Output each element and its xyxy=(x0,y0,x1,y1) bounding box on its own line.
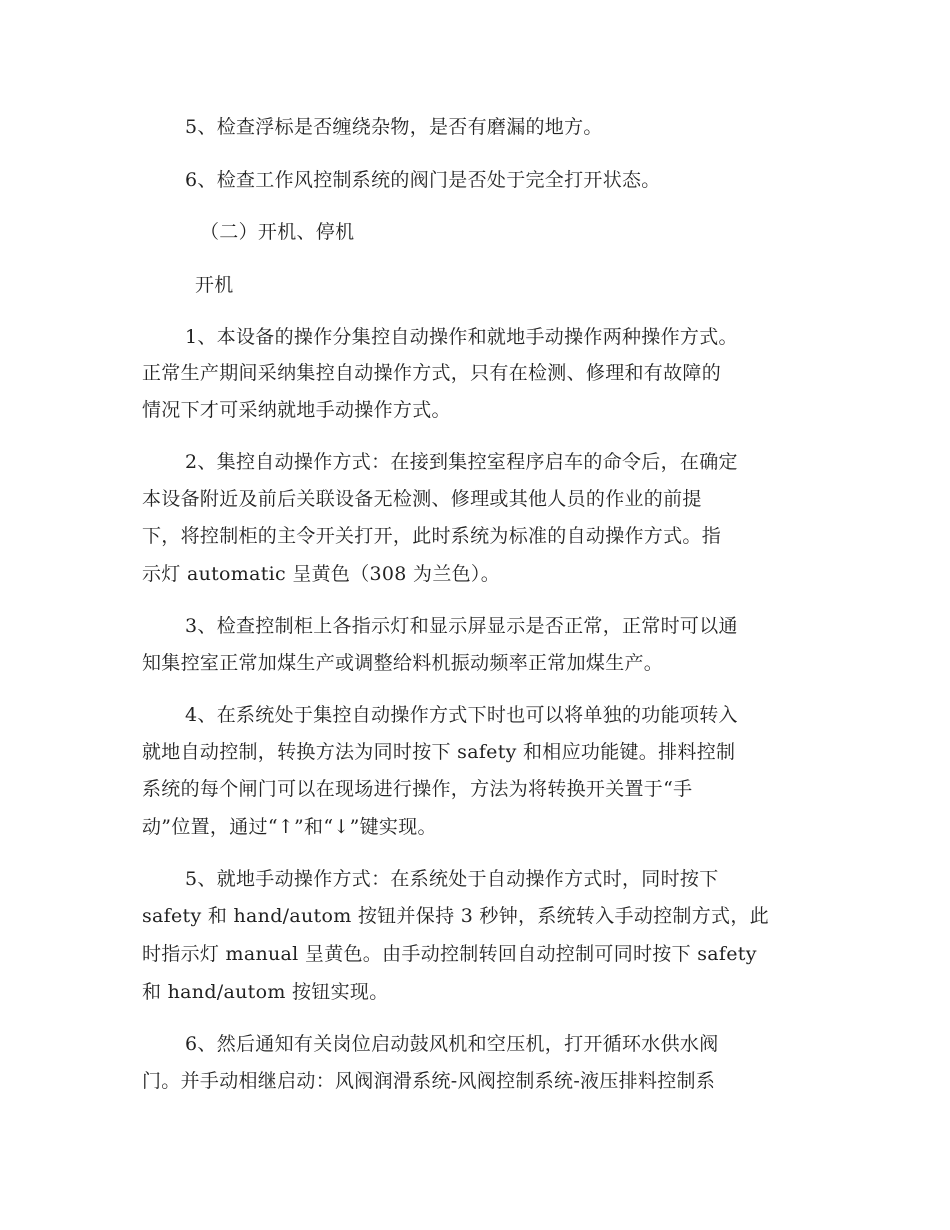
paragraph-2-line-4: 示灯 automatic 呈黄色（308 为兰色）。 xyxy=(142,563,501,585)
paragraph-4-line-2: 就地自动控制，转换方法为同时按下 safety 和相应功能键。排料控制 xyxy=(142,741,736,763)
paragraph-6-line-2: 门。并手动相继启动：风阀润滑系统-风阀控制系统-液压排料控制系 xyxy=(142,1070,716,1092)
section-heading-start-stop: （二）开机、停机 xyxy=(200,221,355,243)
paragraph-5-line-4: 和 hand/autom 按钮实现。 xyxy=(142,981,389,1003)
paragraph-4-line-1: 4、在系统处于集控自动操作方式下时也可以将单独的功能项转入 xyxy=(185,704,738,726)
paragraph-4-line-3: 系统的每个闸门可以在现场进行操作，方法为将转换开关置于“手 xyxy=(142,778,693,800)
paragraph-1-line-3: 情况下才可采纳就地手动操作方式。 xyxy=(142,399,451,421)
paragraph-5-line-2: safety 和 hand/autom 按钮并保持 3 秒钟，系统转入手动控制方式，此 xyxy=(142,905,769,927)
paragraph-1-line-1: 1、本设备的操作分集控自动操作和就地手动操作两种操作方式。 xyxy=(185,326,738,348)
paragraph-2-line-1: 2、集控自动操作方式：在接到集控室程序启车的命令后，在确定 xyxy=(185,451,738,473)
paragraph-2-line-2: 本设备附近及前后关联设备无检测、修理或其他人员的作业的前提 xyxy=(142,488,702,510)
paragraph-4-line-4: 动”位置，通过“↑”和“↓”键实现。 xyxy=(142,816,437,838)
paragraph-3-line-2: 知集控室正常加煤生产或调整给料机振动频率正常加煤生产。 xyxy=(142,652,664,674)
paragraph-5-line-3: 时指示灯 manual 呈黄色。由手动控制转回自动控制可同时按下 safety xyxy=(142,943,757,965)
paragraph-check-float: 5、检查浮标是否缠绕杂物，是否有磨漏的地方。 xyxy=(185,116,603,138)
paragraph-2-line-3: 下，将控制柜的主令开关打开，此时系统为标准的自动操作方式。指 xyxy=(142,525,722,547)
paragraph-5-line-1: 5、就地手动操作方式：在系统处于自动操作方式时，同时按下 xyxy=(185,868,719,890)
paragraph-3-line-1: 3、检查控制柜上各指示灯和显示屏显示是否正常，正常时可以通 xyxy=(185,615,738,637)
subheading-start: 开机 xyxy=(195,274,234,296)
paragraph-check-valve: 6、检查工作风控制系统的阀门是否处于完全打开状态。 xyxy=(185,169,661,191)
paragraph-1-line-2: 正常生产期间采纳集控自动操作方式，只有在检测、修理和有故障的 xyxy=(142,362,722,384)
paragraph-6-line-1: 6、然后通知有关岗位启动鼓风机和空压机，打开循环水供水阀 xyxy=(185,1033,719,1055)
